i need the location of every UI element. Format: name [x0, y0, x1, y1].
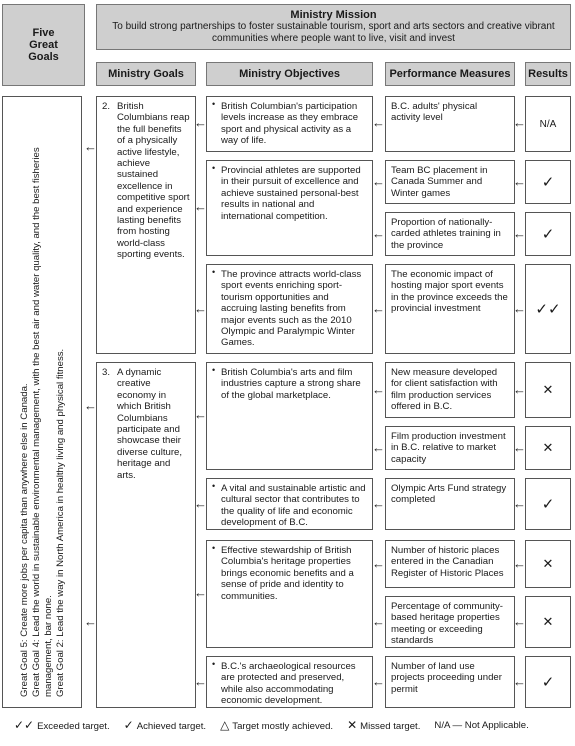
arrow-left-icon: ← — [513, 674, 526, 689]
check-icon: ✓ — [541, 674, 555, 691]
objective-4 — [206, 362, 373, 470]
legend-exceeded-label: Exceeded target. — [37, 721, 110, 732]
arrow-left-icon: ← — [513, 496, 526, 511]
arrow-left-icon: ← — [372, 174, 385, 189]
objective-7 — [206, 656, 373, 708]
legend-missed — [347, 718, 420, 732]
goal-number: 2. — [102, 101, 111, 112]
objective-text: The province attracts world-class sport events enriching sport-tourism opportunities and accruing lasting benefits from major events such as the 2010 Olympic and Paralympic Winter Games. — [221, 269, 362, 349]
mission-title: Ministry Mission — [290, 9, 377, 21]
arrow-left-icon: ← — [194, 199, 207, 214]
measure-text: The economic impact of hosting major sport events in the province exceeds the provincial investment — [391, 269, 508, 315]
measure-text: Film production investment in B.C. relative to market capacity — [391, 431, 506, 465]
objective-6 — [206, 540, 373, 648]
legend-na-label: N/A — Not Applicable. — [434, 719, 529, 731]
col-results — [525, 62, 571, 86]
arrow-left-icon: ← — [513, 115, 526, 130]
measure-5 — [385, 362, 515, 418]
col-performance-measures — [385, 62, 515, 86]
result-8 — [525, 540, 571, 588]
ministry-goal-3 — [96, 362, 196, 708]
measure-text: Number of historic places entered in the Canadian Register of Historic Places — [391, 545, 504, 579]
double-check-icon: ✓✓ — [14, 718, 35, 732]
measure-3 — [385, 212, 515, 256]
result-5 — [525, 362, 571, 418]
arrow-left-icon: ← — [84, 398, 97, 413]
arrow-left-icon: ← — [194, 674, 207, 689]
arrow-left-icon: ← — [513, 382, 526, 397]
five-great-goals-header — [2, 4, 85, 86]
col-ministry-goals-label: Ministry Goals — [108, 68, 184, 80]
result-6 — [525, 426, 571, 470]
arrow-left-icon: ← — [513, 226, 526, 241]
legend-na — [434, 720, 528, 731]
objective-text: Provincial athletes are supported in their pursuit of excellence and achieve sustained personal-best results in national and international competition. — [221, 165, 361, 222]
result-2 — [525, 160, 571, 204]
legend-achieved-label: Achieved target. — [136, 721, 207, 732]
col-ministry-goals — [96, 62, 196, 86]
objective-text: Effective stewardship of British Columbia's heritage properties brings economic benefits and a sense of pride and identity to communities. — [221, 545, 354, 602]
bullet-icon: • — [212, 365, 216, 375]
arrow-left-icon: ← — [194, 496, 207, 511]
result-value: N/A — [539, 118, 557, 130]
legend-exceeded — [14, 718, 110, 732]
objective-3 — [206, 264, 373, 354]
check-icon: ✓ — [541, 174, 555, 191]
bullet-icon: • — [212, 163, 216, 173]
goal-text: British Columbians reap the full benefits of a physically active lifestyle, achieve sustained excellence in competitive sport and experience lasting benefits from hosting world-class sporting events. — [117, 101, 190, 261]
arrow-left-icon: ← — [513, 174, 526, 189]
arrow-left-icon: ← — [194, 115, 207, 130]
arrow-left-icon: ← — [372, 382, 385, 397]
measure-text: Team BC placement in Canada Summer and Winter games — [391, 165, 488, 199]
result-9 — [525, 596, 571, 648]
five-great-goals-label: Five Great Goals — [28, 27, 59, 63]
measure-text: Olympic Arts Fund strategy completed — [391, 483, 507, 506]
col-ministry-objectives — [206, 62, 373, 86]
bullet-icon: • — [212, 267, 216, 277]
goal-text: A dynamic creative economy in which British Columbians participate and showcase their diverse culture, heritage and arts. — [117, 367, 183, 481]
bullet-icon: • — [212, 543, 216, 553]
bullet-icon: • — [212, 481, 216, 491]
arrow-left-icon: ← — [372, 226, 385, 241]
arrow-left-icon: ← — [513, 614, 526, 629]
measure-1 — [385, 96, 515, 152]
objective-2 — [206, 160, 373, 256]
col-performance-measures-label: Performance Measures — [389, 68, 511, 80]
arrow-left-icon: ← — [84, 139, 97, 154]
measure-9 — [385, 596, 515, 648]
great-goals-text — [4, 96, 82, 708]
arrow-left-icon: ← — [84, 614, 97, 629]
bullet-icon: • — [212, 659, 216, 669]
measure-4 — [385, 264, 515, 354]
objective-text: British Columbian's participation levels increase as they embrace sport and physical activity as a way of life. — [221, 101, 359, 147]
ministry-goal-2 — [96, 96, 196, 354]
legend-missed-label: Missed target. — [360, 721, 421, 732]
triangle-icon: △ — [220, 718, 230, 732]
objective-1 — [206, 96, 373, 152]
measure-text: Number of land use projects proceeding under permit — [391, 661, 502, 695]
great-goal-2: Great Goal 2: Lead the way in North America in healthy living and physical fitness. — [55, 348, 66, 697]
objective-text: British Columbia's arts and film industries capture a strong share of the global marketplace. — [221, 367, 361, 401]
result-1 — [525, 96, 571, 152]
arrow-left-icon: ← — [372, 440, 385, 455]
result-7 — [525, 478, 571, 530]
arrow-left-icon: ← — [372, 674, 385, 689]
check-icon: ✓ — [541, 496, 555, 513]
legend — [14, 718, 529, 732]
ministry-mission-header — [96, 4, 571, 50]
double-check-icon: ✓✓ — [535, 301, 561, 318]
arrow-left-icon: ← — [372, 496, 385, 511]
check-icon: ✓ — [123, 718, 134, 732]
result-4 — [525, 264, 571, 354]
great-goal-4: Great Goal 4: Lead the world in sustainable environmental management, with the best air and water quality, and the best fisheries management, bar none. — [31, 147, 54, 697]
arrow-left-icon: ← — [372, 115, 385, 130]
legend-mostly-label: Target mostly achieved. — [232, 721, 334, 732]
arrow-left-icon: ← — [194, 301, 207, 316]
col-ministry-objectives-label: Ministry Objectives — [239, 68, 340, 80]
bullet-icon: • — [212, 99, 216, 109]
measure-7 — [385, 478, 515, 530]
great-goal-5: Great Goal 5: Create more jobs per capita than anywhere else in Canada. — [19, 383, 30, 697]
x-icon: ✕ — [542, 556, 554, 571]
mission-text: To build strong partnerships to foster sustainable tourism, sport and arts sectors and creative vibrant communities where people want to live, visit and invest — [112, 21, 555, 44]
arrow-left-icon: ← — [513, 440, 526, 455]
arrow-left-icon: ← — [372, 556, 385, 571]
x-icon: ✕ — [347, 718, 358, 732]
arrow-left-icon: ← — [194, 585, 207, 600]
measure-10 — [385, 656, 515, 708]
measure-8 — [385, 540, 515, 588]
legend-achieved — [124, 718, 206, 732]
x-icon: ✕ — [542, 440, 554, 455]
arrow-left-icon: ← — [372, 301, 385, 316]
objective-text: B.C.'s archaeological resources are protected and preserved, while also accommodating economic development. — [221, 661, 356, 707]
objective-text: A vital and sustainable artistic and cultural sector that contributes to the quality of life and economic development of B.C. — [221, 483, 366, 529]
legend-mostly — [220, 718, 333, 732]
measure-text: New measure developed for client satisfaction with film production services offered in B.C. — [391, 367, 498, 413]
arrow-left-icon: ← — [372, 614, 385, 629]
x-icon: ✕ — [542, 614, 554, 629]
x-icon: ✕ — [542, 382, 554, 397]
measure-2 — [385, 160, 515, 204]
measure-text: Proportion of nationally-carded athletes training in the province — [391, 217, 501, 251]
measure-text: B.C. adults' physical activity level — [391, 101, 478, 124]
measure-text: Percentage of community-based heritage properties meeting or exceeding standards — [391, 601, 503, 647]
goal-number: 3. — [102, 367, 111, 378]
col-results-label: Results — [528, 68, 568, 80]
result-10 — [525, 656, 571, 708]
arrow-left-icon: ← — [194, 407, 207, 422]
check-icon: ✓ — [541, 226, 555, 243]
arrow-left-icon: ← — [513, 301, 526, 316]
arrow-left-icon: ← — [513, 556, 526, 571]
objective-5 — [206, 478, 373, 530]
result-3 — [525, 212, 571, 256]
measure-6 — [385, 426, 515, 470]
